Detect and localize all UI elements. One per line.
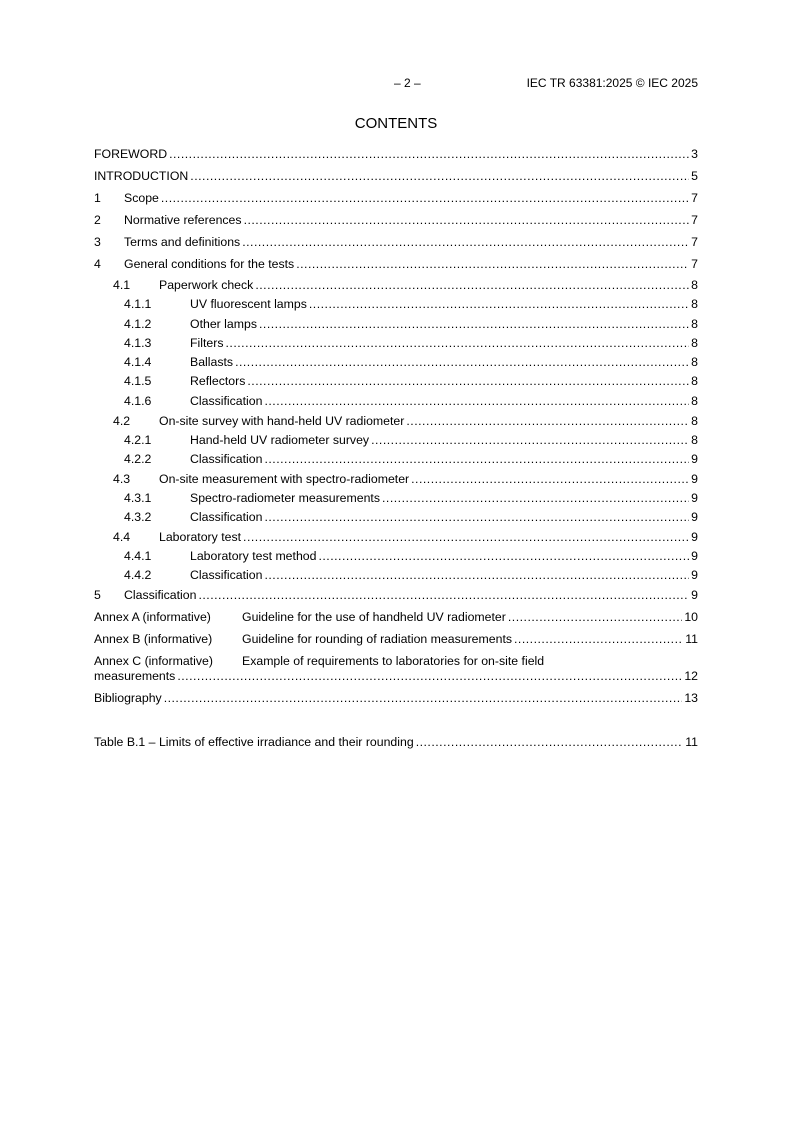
toc-entry-4-4[interactable] <box>94 529 698 545</box>
toc-entry-4-2-2[interactable] <box>94 451 698 467</box>
toc-entry-page: 8 <box>691 278 698 292</box>
toc-entry-number: 4.2.2 <box>124 452 152 466</box>
toc-entry-page: 8 <box>691 355 698 369</box>
leader-dots <box>198 587 689 603</box>
leader-dots <box>406 413 689 429</box>
toc-entry-text: Spectro-radiometer measurements <box>190 491 380 505</box>
toc-entry-text: Hand-held UV radiometer survey <box>190 433 370 447</box>
toc-entry-page: 11 <box>685 632 698 646</box>
leader-dots <box>411 471 689 487</box>
document-reference: IEC TR 63381:2025 © IEC 2025 <box>526 76 698 90</box>
toc-entry-page: 10 <box>684 610 698 624</box>
toc-entry-4-2[interactable] <box>94 413 698 429</box>
toc-entry-page: 8 <box>691 297 698 311</box>
contents-title: CONTENTS <box>354 115 438 132</box>
leader-dots <box>259 316 689 332</box>
toc-entry-table-b1[interactable] <box>94 734 698 750</box>
toc-entry-page: 8 <box>691 394 698 408</box>
toc-entry-page: 7 <box>691 191 698 205</box>
leader-dots <box>243 529 689 545</box>
toc-entry-number: 4.2 <box>113 414 131 428</box>
toc-entry-number: 4.4 <box>113 530 131 544</box>
toc-entry-number: 4.4.1 <box>124 549 152 563</box>
toc-entry-page: 5 <box>691 169 698 183</box>
toc-entry-4-1-4[interactable] <box>94 354 698 370</box>
toc-entry-text: General conditions for the tests <box>124 257 295 271</box>
toc-entry-4-3-2[interactable] <box>94 509 698 525</box>
annex-label: Annex B (informative) <box>94 632 213 646</box>
toc-entry-text: On-site measurement with spectro-radiometer <box>159 472 410 486</box>
leader-dots <box>264 393 689 409</box>
leader-dots <box>264 567 689 583</box>
toc-entry-4-1[interactable] <box>94 277 698 293</box>
toc-entry-text: Filters <box>190 336 224 350</box>
toc-entry-4-3-1[interactable] <box>94 490 698 506</box>
toc-entry-text: Classification <box>190 568 263 582</box>
toc-entry-4-1-2[interactable] <box>94 316 698 332</box>
toc-entry-text: Paperwork check <box>159 278 254 292</box>
toc-entry-page: 7 <box>691 235 698 249</box>
toc-entry-number: 4.4.2 <box>124 568 152 582</box>
toc-entry-4-1-6[interactable] <box>94 393 698 409</box>
toc-entry-page: 9 <box>691 452 698 466</box>
toc-entry-page: 12 <box>684 669 698 683</box>
toc-entry-annex-a[interactable] <box>94 609 698 625</box>
leader-dots <box>255 277 689 293</box>
toc-entry-page: 3 <box>691 147 698 161</box>
leader-dots <box>242 234 689 250</box>
toc-entry-page: 9 <box>691 510 698 524</box>
toc-entry-page: 11 <box>685 735 698 749</box>
toc-entry-number: 4.1.3 <box>124 336 152 350</box>
toc-entry-text: Scope <box>124 191 159 205</box>
leader-dots <box>508 609 682 625</box>
toc-entry-text: Table B.1 – Limits of effective irradiance and their rounding <box>94 735 414 749</box>
toc-entry-4-4-1[interactable] <box>94 548 698 564</box>
toc-entry-text: Laboratory test method <box>190 549 317 563</box>
leader-dots <box>164 690 683 706</box>
toc-entry-bibliography[interactable] <box>94 690 698 706</box>
toc-entry-number: 4.1.5 <box>124 374 152 388</box>
toc-entry-4[interactable] <box>94 256 698 272</box>
toc-entry-number: 5 <box>94 588 101 602</box>
toc-entry-page: 9 <box>691 588 698 602</box>
toc-entry-text: Normative references <box>124 213 242 227</box>
toc-entry-foreword[interactable] <box>94 146 698 162</box>
toc-entry-number: 4.1.6 <box>124 394 152 408</box>
page-header <box>94 76 698 92</box>
toc-entry-number: 4.3.1 <box>124 491 152 505</box>
toc-entry-number: 4.1 <box>113 278 131 292</box>
toc-entry-page: 9 <box>691 491 698 505</box>
toc-entry-number: 4.1.4 <box>124 355 152 369</box>
toc-entry-annex-b[interactable] <box>94 631 698 647</box>
toc-entry-number: 4.2.1 <box>124 433 152 447</box>
leader-dots <box>161 190 689 206</box>
toc-entry-text: On-site survey with hand-held UV radiometer <box>159 414 405 428</box>
toc-entry-text: Classification <box>124 588 197 602</box>
toc-entry-introduction[interactable] <box>94 168 698 184</box>
toc-entry-text: INTRODUCTION <box>94 169 189 183</box>
toc-entry-text: Example of requirements to laboratories for on-site field <box>242 654 545 668</box>
toc-entry-4-1-3[interactable] <box>94 335 698 351</box>
toc-entry-text: Reflectors <box>190 374 246 388</box>
leader-dots <box>309 296 689 312</box>
toc-entry-page: 9 <box>691 472 698 486</box>
annex-label: Annex C (informative) <box>94 654 213 668</box>
toc-entry-5[interactable] <box>94 587 698 603</box>
leader-dots <box>371 432 689 448</box>
toc-entry-text: Guideline for rounding of radiation measurements <box>242 632 513 646</box>
toc-entry-4-3[interactable] <box>94 471 698 487</box>
leader-dots <box>169 146 689 162</box>
toc-entry-2[interactable] <box>94 212 698 228</box>
leader-dots <box>416 734 684 750</box>
leader-dots <box>264 451 689 467</box>
toc-entry-number: 4.3.2 <box>124 510 152 524</box>
toc-entry-page: 8 <box>691 374 698 388</box>
leader-dots <box>247 373 689 389</box>
leader-dots <box>296 256 689 272</box>
toc-entry-text: Classification <box>190 394 263 408</box>
toc-entry-page: 9 <box>691 568 698 582</box>
toc-entry-page: 7 <box>691 213 698 227</box>
page-number: – 2 – <box>394 76 421 90</box>
leader-dots <box>264 509 689 525</box>
toc-entry-page: 8 <box>691 414 698 428</box>
toc-entry-text: Other lamps <box>190 317 257 331</box>
toc-entry-number: 4.1.2 <box>124 317 152 331</box>
toc-entry-4-1-1[interactable] <box>94 296 698 312</box>
toc-entry-page: 7 <box>691 257 698 271</box>
toc-entry-text: Guideline for the use of handheld UV radiometer <box>242 610 506 624</box>
toc-entry-text: Laboratory test <box>159 530 242 544</box>
toc-entry-number: 4.1.1 <box>124 297 152 311</box>
toc-entry-4-4-2[interactable] <box>94 567 698 583</box>
toc-entry-text: Ballasts <box>190 355 234 369</box>
toc-entry-4-2-1[interactable] <box>94 432 698 448</box>
toc-entry-text: Terms and definitions <box>124 235 241 249</box>
toc-entry-page: 9 <box>691 549 698 563</box>
toc-entry-4-1-5[interactable] <box>94 373 698 389</box>
leader-dots <box>514 631 683 647</box>
leader-dots <box>235 354 689 370</box>
toc-entry-annex-c-line1[interactable] <box>94 653 698 669</box>
leader-dots <box>318 548 689 564</box>
toc-entry-page: 8 <box>691 336 698 350</box>
toc-entry-text: UV fluorescent lamps <box>190 297 307 311</box>
toc-entry-1[interactable] <box>94 190 698 206</box>
toc-entry-page: 9 <box>691 530 698 544</box>
toc-entry-annex-c-line2[interactable] <box>94 668 698 684</box>
toc-entry-number: 2 <box>94 213 101 227</box>
leader-dots <box>382 490 689 506</box>
toc-entry-text: measurements <box>94 669 176 683</box>
toc-entry-number: 3 <box>94 235 101 249</box>
toc-entry-text: Classification <box>190 510 263 524</box>
toc-entry-number: 1 <box>94 191 101 205</box>
toc-entry-page: 8 <box>691 317 698 331</box>
toc-entry-page: 13 <box>684 691 698 705</box>
leader-dots <box>225 335 689 351</box>
leader-dots <box>190 168 689 184</box>
toc-entry-text: Bibliography <box>94 691 162 705</box>
toc-entry-number: 4.3 <box>113 472 131 486</box>
leader-dots <box>244 212 690 228</box>
annex-label: Annex A (informative) <box>94 610 211 624</box>
toc-entry-page: 8 <box>691 433 698 447</box>
leader-dots <box>177 668 682 684</box>
toc-entry-number: 4 <box>94 257 101 271</box>
toc-entry-text: Classification <box>190 452 263 466</box>
toc-entry-text: FOREWORD <box>94 147 168 161</box>
toc-entry-3[interactable] <box>94 234 698 250</box>
